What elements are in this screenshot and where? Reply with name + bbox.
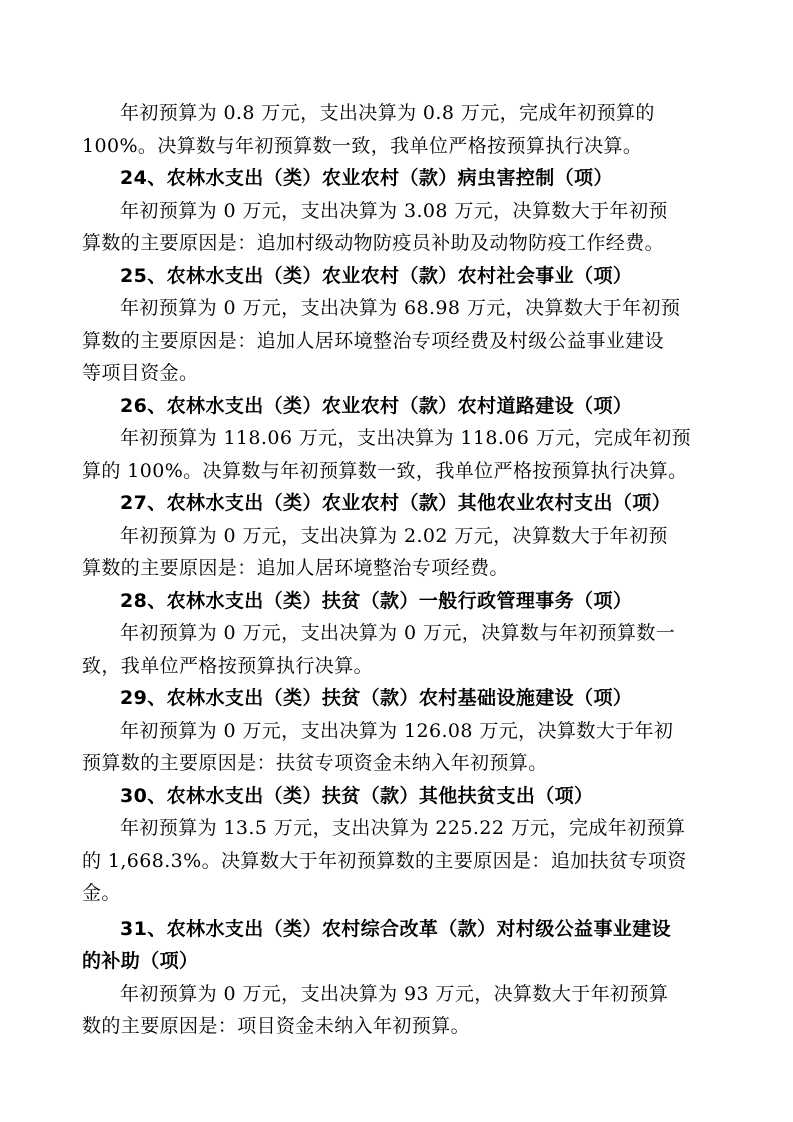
- text-line: 的 1,668.3%。决算数大于年初预算数的主要原因是：追加扶贫专项资: [82, 849, 687, 872]
- section-heading-28: 28、农林水支出（类）扶贫（款）一般行政管理事务（项）: [120, 589, 633, 612]
- text-line: 金。: [82, 882, 121, 904]
- section-heading-25: 25、农林水支出（类）农业农村（款）农村社会事业（项）: [120, 264, 633, 287]
- text-line: 预算数的主要原因是：扶贫专项资金未纳入年初预算。: [82, 752, 548, 774]
- text-line: 年初预算为 0 万元，支出决算为 2.02 万元，决算数大于年初预: [120, 524, 668, 547]
- text-line: 算数的主要原因是：追加村级动物防疫员补助及动物防疫工作经费。: [82, 232, 665, 254]
- text-line: 致，我单位严格按预算执行决算。: [82, 654, 374, 677]
- paragraph: [82, 195, 722, 260]
- text-line: 算数的主要原因是：追加人居环境整治专项经费及村级公益事业建设: [82, 329, 665, 352]
- paragraph: [82, 422, 722, 487]
- text-line: 年初预算为 0 万元，支出决算为 3.08 万元，决算数大于年初预: [120, 199, 668, 222]
- paragraph: [82, 520, 722, 585]
- paragraph: [82, 292, 722, 390]
- text-line: 年初预算为 0 万元，支出决算为 93 万元，决算数大于年初预算: [120, 982, 669, 1005]
- section-heading-27: 27、农林水支出（类）农业农村（款）其他农业农村支出（项）: [120, 492, 672, 514]
- text-line: 年初预算为 0 万元，支出决算为 68.98 万元，决算数大于年初预: [120, 297, 681, 319]
- paragraph: [82, 812, 722, 910]
- paragraph: [82, 715, 722, 780]
- section-heading-29: 29、农林水支出（类）扶贫（款）农村基础设施建设（项）: [120, 687, 633, 709]
- section-heading-31: [82, 913, 722, 978]
- text-line: 年初预算为 118.06 万元，支出决算为 118.06 万元，完成年初预: [120, 427, 691, 449]
- text-line: 年初预算为 0.8 万元，支出决算为 0.8 万元，完成年初预算的: [120, 102, 655, 124]
- text-line: 算的 100%。决算数与年初预算数一致，我单位严格按预算执行决算。: [82, 459, 688, 482]
- text-line: 算数的主要原因是：追加人居环境整治专项经费。: [82, 557, 509, 579]
- text-line: 等项目资金。: [82, 362, 199, 384]
- paragraph: [82, 97, 722, 162]
- document-body: [82, 97, 722, 1043]
- text-line: 数的主要原因是：项目资金未纳入年初预算。: [82, 1015, 471, 1037]
- paragraph: [82, 978, 722, 1043]
- text-line: 年初预算为 0 万元，支出决算为 126.08 万元，决算数大于年初: [120, 719, 674, 742]
- paragraph: [82, 617, 722, 682]
- section-heading-30: 30、农林水支出（类）扶贫（款）其他扶贫支出（项）: [120, 784, 594, 807]
- heading-line: 31、农林水支出（类）农村综合改革（款）对村级公益事业建设: [120, 917, 672, 940]
- section-heading-24: 24、农林水支出（类）农业农村（款）病虫害控制（项）: [120, 167, 613, 189]
- text-line: 年初预算为 13.5 万元，支出决算为 225.22 万元，完成年初预算: [120, 817, 686, 839]
- heading-line: 的补助（项）: [82, 950, 199, 972]
- text-line: 100%。决算数与年初预算数一致，我单位严格按预算执行决算。: [82, 134, 643, 157]
- text-line: 年初预算为 0 万元，支出决算为 0 万元，决算数与年初预算数一: [120, 622, 676, 644]
- section-heading-26: 26、农林水支出（类）农业农村（款）农村道路建设（项）: [120, 394, 633, 417]
